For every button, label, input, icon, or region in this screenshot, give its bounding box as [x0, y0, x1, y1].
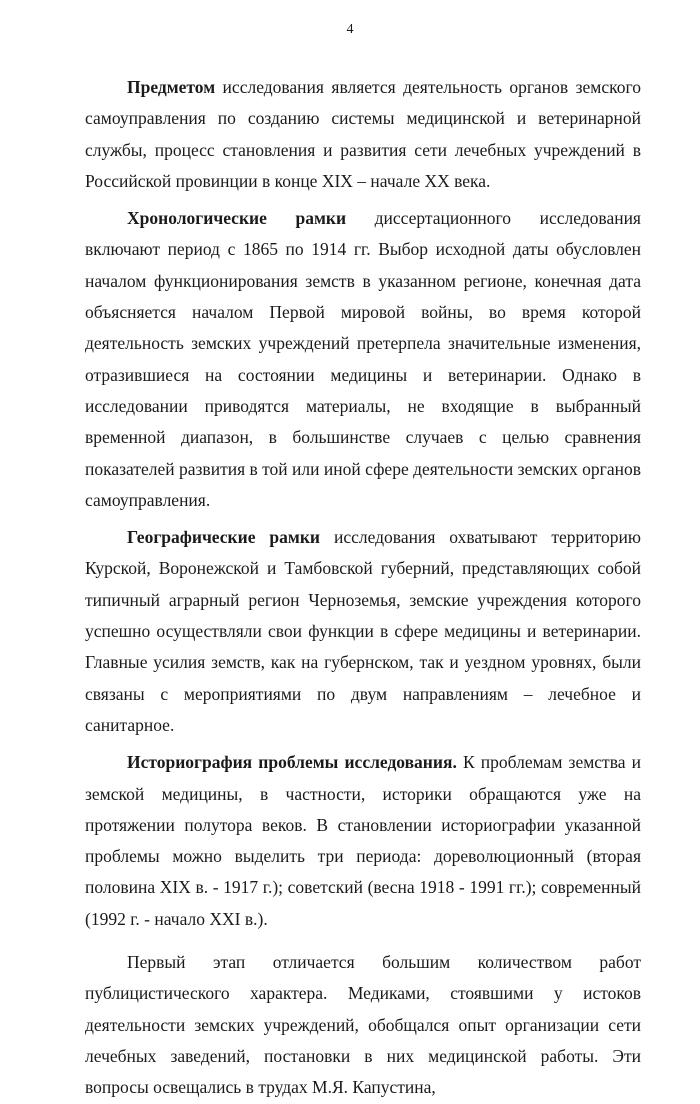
paragraph-chronology-text: диссертационного исследования включают период с 1865 по 1914 гг. Выбор исходной даты обусловлен началом функционирования земств в указанном регионе, конечная дата объясняется началом Первой мировой войны, во время которой деятельность земских учреждений претерпела значительные изменения, отразившиеся на состоянии медицины и ветеринарии. Однако в исследовании приводятся материалы, не входящие в выбранный временной диапазон, в большинстве случаев с целью сравнения показателей развития в той или иной сфере деятельности земских органов самоуправления.: [85, 208, 641, 510]
paragraph-subject: [85, 72, 641, 197]
page-number: 4: [346, 22, 354, 37]
paragraph-geography: [85, 522, 641, 741]
paragraph-chronology: [85, 203, 641, 516]
document-body: [85, 72, 641, 1104]
paragraph-subject-heading: Предметом: [127, 77, 216, 97]
paragraph-first-stage-text: Первый этап отличается большим количеством работ публицистического характера. Медиками, стоявшими у истоков деятельности земских учреждений, обобщался опыт организации сети лечебных заведений, постановки в них медицинской работы. Эти вопросы освещались в трудах М.Я. Капустина,: [85, 952, 641, 1098]
paragraph-historiography: [85, 747, 641, 935]
paragraph-geography-text: исследования охватывают территорию Курской, Воронежской и Тамбовской губерний, представляющих собой типичный аграрный регион Черноземья, земские учреждения которого успешно осуществляли свои функции в сфере медицины и ветеринарии. Главные усилия земств, как на губернском, так и уездном уровнях, были связаны с мероприятиями по двум направлениям – лечебное и санитарное.: [85, 527, 641, 735]
paragraph-historiography-text: К проблемам земства и земской медицины, в частности, историки обращаются уже на протяжении полутора веков. В становлении историографии указанной проблемы можно выделить три периода: дореволюционный (вторая половина XIX в. - 1917 г.); советский (весна 1918 - 1991 гг.); современный (1992 г. - начало XXI в.).: [85, 752, 642, 929]
paragraph-chronology-heading: Хронологические рамки: [127, 208, 347, 229]
paragraph-geography-heading: Географические рамки: [127, 527, 321, 548]
paragraph-subject-text: исследования является деятельность органов земского самоуправления по созданию системы медицинской и ветеринарной службы, процесс становления и развития сети лечебных учреждений в Российской провинции в конце XIX – начале XX века.: [85, 77, 641, 191]
paragraph-historiography-heading: Историография проблемы исследования.: [127, 752, 457, 773]
paragraph-first-stage: [85, 947, 641, 1103]
